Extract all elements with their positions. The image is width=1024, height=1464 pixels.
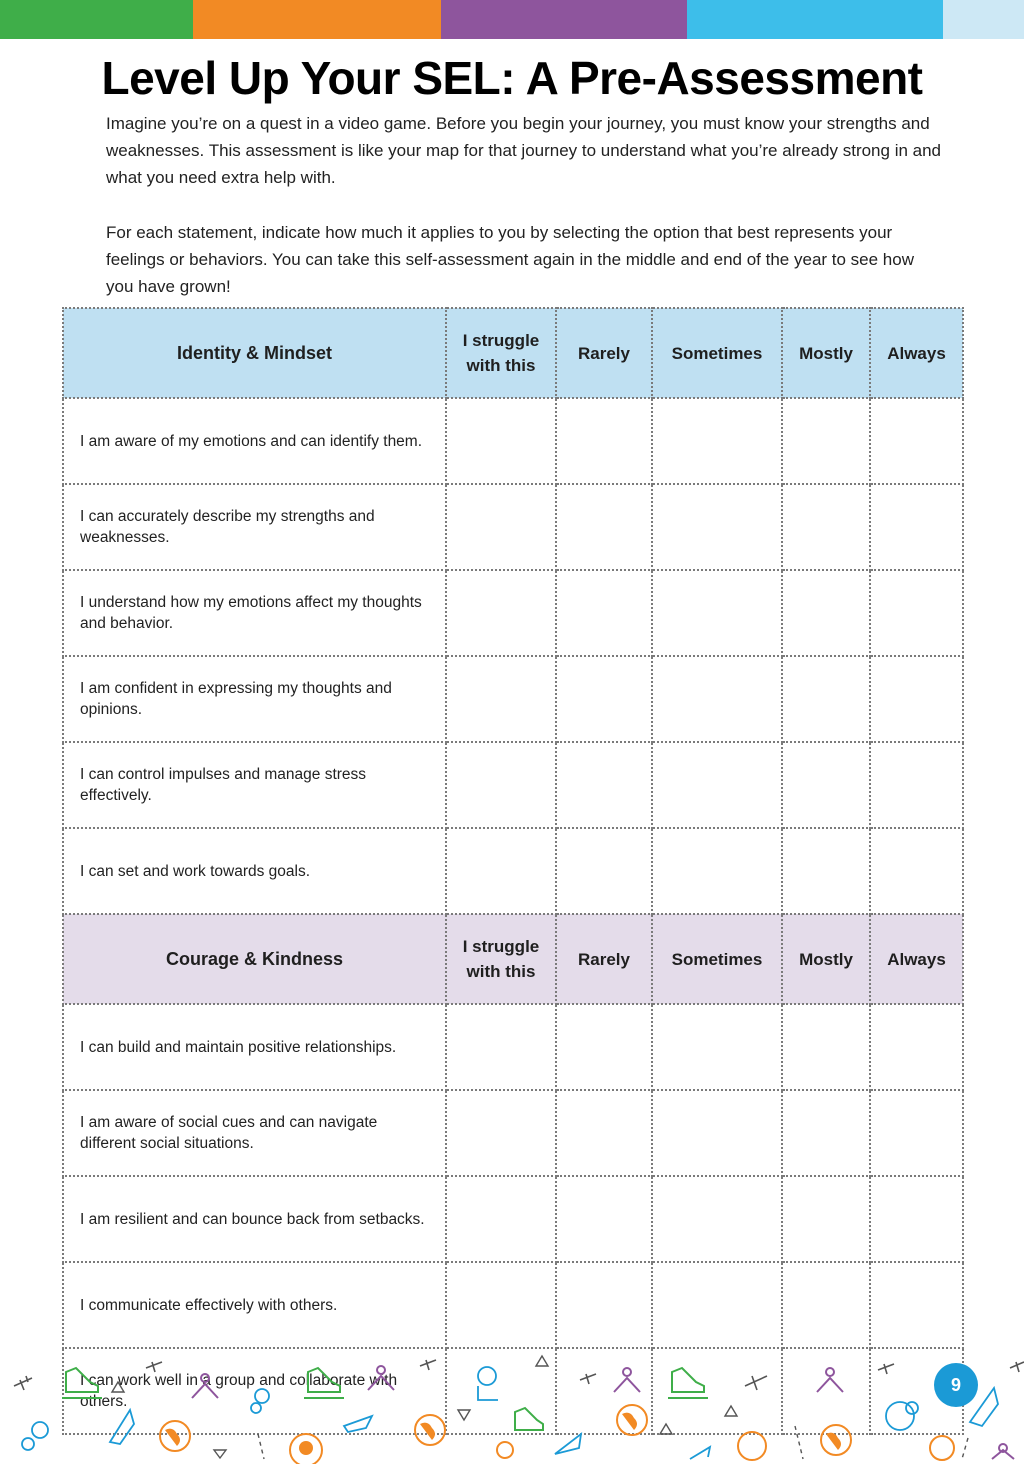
statement-text: I communicate effectively with others. xyxy=(63,1262,446,1348)
response-cell[interactable] xyxy=(782,570,870,656)
scale-heading-sometimes: Sometimes xyxy=(652,308,782,398)
statement-text: I am confident in expressing my thoughts and opinions. xyxy=(63,656,446,742)
response-cell[interactable] xyxy=(446,1176,556,1262)
table-row xyxy=(63,398,963,484)
response-cell[interactable] xyxy=(652,398,782,484)
statement-text: I can control impulses and manage stress effectively. xyxy=(63,742,446,828)
response-cell[interactable] xyxy=(556,398,652,484)
table-row xyxy=(63,656,963,742)
statement-text: I can work well in a group and collaborate with others. xyxy=(63,1348,446,1434)
statement-text: I am aware of my emotions and can identify them. xyxy=(63,398,446,484)
table-row xyxy=(63,1090,963,1176)
table-row xyxy=(63,742,963,828)
response-cell[interactable] xyxy=(870,1262,963,1348)
color-bar-lightblue xyxy=(943,0,1024,39)
globe-icon xyxy=(160,1405,851,1460)
scale-heading-struggle: I struggle with this xyxy=(446,308,556,398)
scale-heading-always: Always xyxy=(870,308,963,398)
response-cell[interactable] xyxy=(870,828,963,914)
response-cell[interactable] xyxy=(870,656,963,742)
response-cell[interactable] xyxy=(446,398,556,484)
response-cell[interactable] xyxy=(782,398,870,484)
response-cell[interactable] xyxy=(782,828,870,914)
table-row xyxy=(63,1176,963,1262)
response-cell[interactable] xyxy=(870,1004,963,1090)
scale-heading-sometimes: Sometimes xyxy=(652,914,782,1004)
response-cell[interactable] xyxy=(652,656,782,742)
response-cell[interactable] xyxy=(652,484,782,570)
triangle-icon xyxy=(112,1356,737,1458)
response-cell[interactable] xyxy=(782,1262,870,1348)
response-cell[interactable] xyxy=(446,828,556,914)
response-cell[interactable] xyxy=(556,1090,652,1176)
gears-head-icon xyxy=(22,1367,918,1450)
airplane-icon xyxy=(14,1360,1024,1390)
response-cell[interactable] xyxy=(782,1004,870,1090)
table-row xyxy=(63,570,963,656)
response-cell[interactable] xyxy=(446,1262,556,1348)
people-icon xyxy=(192,1366,1014,1459)
response-cell[interactable] xyxy=(556,484,652,570)
scale-heading-mostly: Mostly xyxy=(782,308,870,398)
response-cell[interactable] xyxy=(870,1090,963,1176)
color-bar-orange xyxy=(193,0,441,39)
response-cell[interactable] xyxy=(782,484,870,570)
response-cell[interactable] xyxy=(870,570,963,656)
footer-icons xyxy=(0,1350,1024,1459)
response-cell[interactable] xyxy=(556,1176,652,1262)
response-cell[interactable] xyxy=(556,1262,652,1348)
category-heading: Courage & Kindness xyxy=(63,914,446,1004)
footer-decoration xyxy=(0,1350,1024,1459)
table-row xyxy=(63,1004,963,1090)
intro-paragraph-2: For each statement, indicate how much it applies to you by selecting the option that best represents your feelings or behaviors. You can take this self-assessment again in the middle and end of the year to see how you have grown! xyxy=(106,223,914,296)
response-cell[interactable] xyxy=(870,398,963,484)
response-cell[interactable] xyxy=(870,742,963,828)
response-cell[interactable] xyxy=(446,742,556,828)
table-row xyxy=(63,1262,963,1348)
response-cell[interactable] xyxy=(782,1176,870,1262)
assessment-table xyxy=(62,307,964,1435)
table-row xyxy=(63,484,963,570)
person-icon xyxy=(290,1434,954,1464)
response-cell[interactable] xyxy=(556,1004,652,1090)
response-cell[interactable] xyxy=(446,1090,556,1176)
color-bar-purple xyxy=(441,0,687,39)
response-cell[interactable] xyxy=(870,484,963,570)
statement-text: I understand how my emotions affect my thoughts and behavior. xyxy=(63,570,446,656)
response-cell[interactable] xyxy=(556,656,652,742)
rocket-icon xyxy=(110,1388,998,1459)
response-cell[interactable] xyxy=(446,656,556,742)
response-cell[interactable] xyxy=(556,570,652,656)
response-cell[interactable] xyxy=(652,1262,782,1348)
color-bar-blue xyxy=(687,0,943,39)
assessment-table-wrap xyxy=(62,307,962,1410)
scale-heading-always: Always xyxy=(870,914,963,1004)
response-cell[interactable] xyxy=(782,656,870,742)
response-cell[interactable] xyxy=(446,1004,556,1090)
response-cell[interactable] xyxy=(556,828,652,914)
intro-paragraph-1: Imagine you’re on a quest in a video game. Before you begin your journey, you must know your strengths and weaknesses. This assessment is like your map for that journey to understand what you’re already strong in and what you need extra help with. xyxy=(106,114,942,187)
response-cell[interactable] xyxy=(652,1176,782,1262)
statement-text: I can set and work towards goals. xyxy=(63,828,446,914)
response-cell[interactable] xyxy=(446,484,556,570)
page-title: Level Up Your SEL: A Pre-Assessment xyxy=(101,52,923,104)
response-cell[interactable] xyxy=(652,1090,782,1176)
scale-heading-rarely: Rarely xyxy=(556,308,652,398)
response-cell[interactable] xyxy=(782,1090,870,1176)
statement-text: I can accurately describe my strengths and weaknesses. xyxy=(63,484,446,570)
table-row xyxy=(63,828,963,914)
response-cell[interactable] xyxy=(652,828,782,914)
dashed-path xyxy=(258,1426,968,1459)
scale-heading-struggle: I struggle with this xyxy=(446,914,556,1004)
color-bar xyxy=(0,0,1024,39)
response-cell[interactable] xyxy=(652,742,782,828)
response-cell[interactable] xyxy=(652,570,782,656)
response-cell[interactable] xyxy=(652,1004,782,1090)
statement-text: I am aware of social cues and can navigate different social situations. xyxy=(63,1090,446,1176)
response-cell[interactable] xyxy=(870,1176,963,1262)
response-cell[interactable] xyxy=(782,742,870,828)
section-header-courage xyxy=(63,914,963,1004)
color-bar-green xyxy=(0,0,193,39)
page-number-badge: 9 xyxy=(934,1363,978,1407)
statement-text: I am resilient and can bounce back from setbacks. xyxy=(63,1176,446,1262)
response-cell[interactable] xyxy=(556,742,652,828)
section-header-identity xyxy=(63,308,963,398)
statement-text: I can build and maintain positive relationships. xyxy=(63,1004,446,1090)
response-cell[interactable] xyxy=(446,570,556,656)
scale-heading-rarely: Rarely xyxy=(556,914,652,1004)
ice-skate-icon xyxy=(62,1368,708,1430)
scale-heading-mostly: Mostly xyxy=(782,914,870,1004)
category-heading: Identity & Mindset xyxy=(63,308,446,398)
